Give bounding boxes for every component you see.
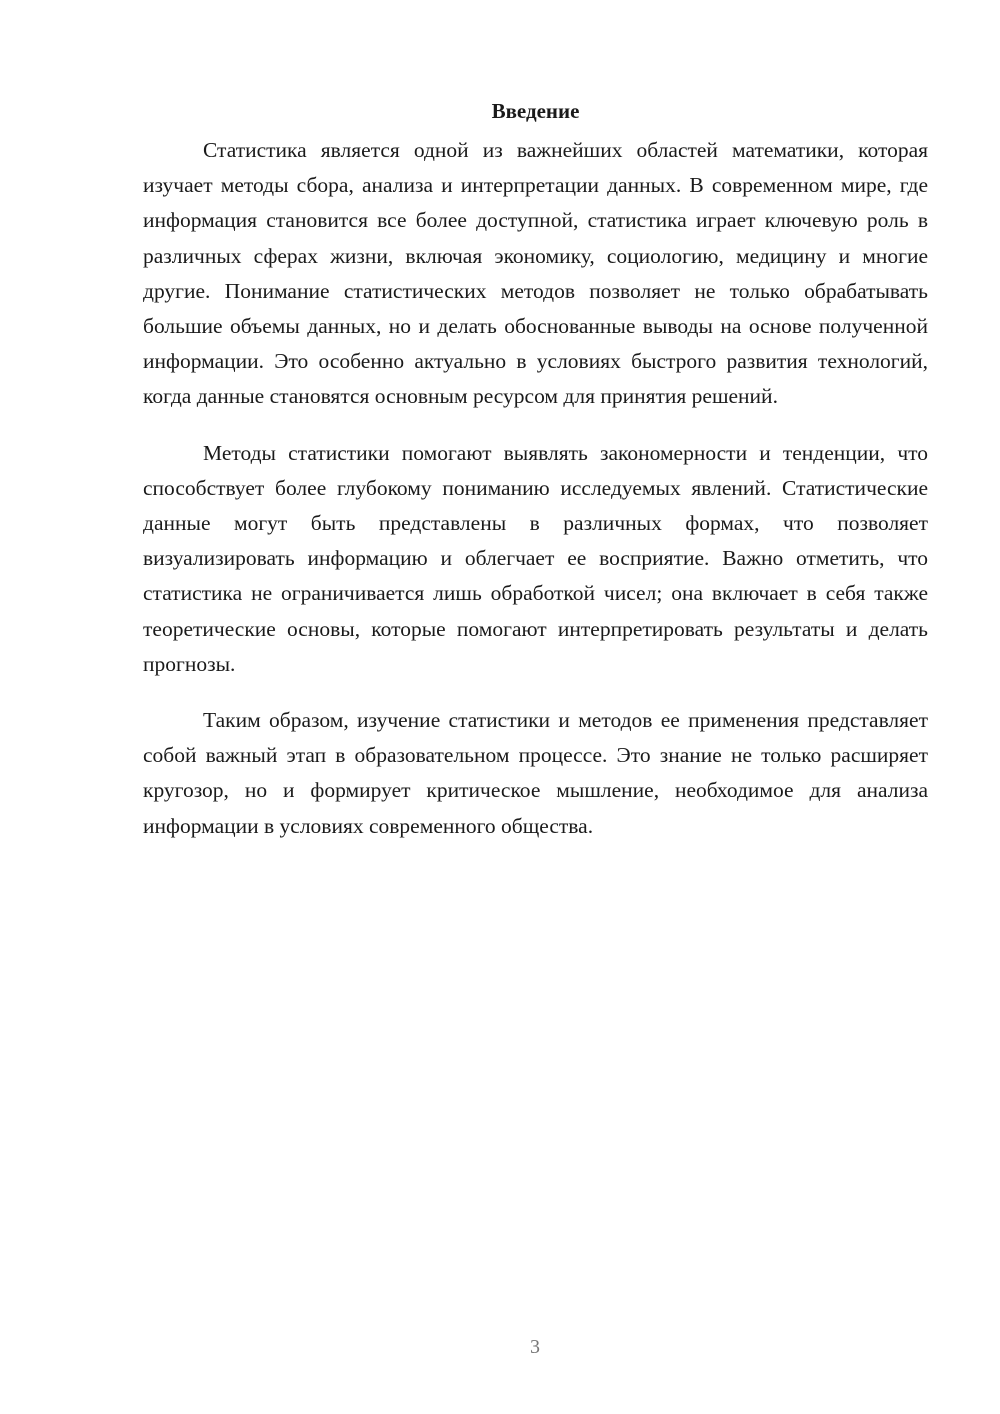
page-number: 3 — [530, 1336, 540, 1358]
paragraph-2: Методы статистики помогают выявлять закономерности и тенденции, что способствует более глубокому пониманию исследуемых явлений. Статистические данные могут быть представлены в различных формах, что позволяет визуализировать информацию и облегчает ее восприятие. Важно отметить, что статистика не ограничивается лишь обработкой чисел; она включает в себя также теоретические основы, которые помогают интерпретировать результаты и делать прогнозы. — [143, 440, 928, 676]
paragraph-1: Статистика является одной из важнейших областей математики, которая изучает методы сбора, анализа и интерпретации данных. В современном мире, где информация становится все более доступной, статистика играет ключевую роль в различных сферах жизни, включая экономику, социологию, медицину и многие другие. Понимание статистических методов позволяет не только обрабатывать большие объемы данных, но и делать обоснованные выводы на основе полученной информации. Это особенно актуально в условиях быстрого развития технологий, когда данные становятся основным ресурсом для принятия решений. — [143, 138, 928, 409]
page-heading: Введение — [491, 99, 580, 123]
page-content — [143, 97, 928, 865]
paragraph-3: Таким образом, изучение статистики и методов ее применения представляет собой важный этап в образовательном процессе. Это знание не только расширяет кругозор, но и формирует критическое мышление, необходимое для анализа информации в условиях современного общества. — [143, 708, 928, 838]
